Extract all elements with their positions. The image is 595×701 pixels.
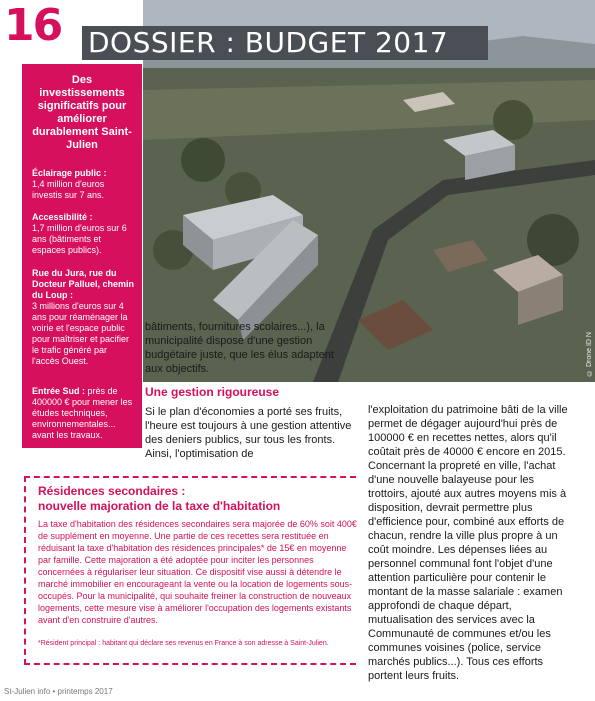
sidebar-item-label: Rue du Jura, rue du Docteur Palluel, chemin du Loup : <box>32 268 135 300</box>
sidebar-item-text: 1,7 million d'euros sur 6 ans (bâtiments et espaces publics). <box>32 223 127 255</box>
residences-secondaires-box <box>24 476 364 663</box>
sidebar-title: Des investissements significatifs pour améliorer durablement Saint-Julien <box>32 74 132 151</box>
residences-text: La taxe d'habitation des résidences secondaires sera majorée de 60% soit 400€ de supplément en moyenne. Une partie de ces recettes sera restituée en réduisant la taxe d'habitation des résidences principales* de 15€ en moyenne par famille. Cette majoration a été adoptée pour inciter les personnes concernées à régulariser leur situation. Ce dispositif vise aussi à détendre le marché immobilier en encourageant la vente ou la location de logements sous-occupés. Pour la municipalité, qui souhaite freiner la construction de nouveaux logements, cette mesure vise à améliorer l'occupation des logements existants avant d'en construire d'autres. <box>38 519 357 625</box>
residences-title <box>38 484 348 514</box>
article-column-2: l'exploitation du patrimoine bâti de la ville permet de dégager aujourd'hui près de 100000 € en recettes nettes, alors qu'il coûtait près de 40000 € encore en 2015. Concernant la propreté en ville, l'achat d'une nouvelle balayeuse pour les trottoirs, ajouté aux autres moyens mis à disposition, devrait permettre plus d'efficience pour, combiné aux efforts de chacun, rendre la ville plus propre à un coût moindre. Les dépenses liées au personnel communal font l'objet d'une attention particulière pour contenir le montant de la masse salariale : examen approfondi de chaque départ, mutualisation des services avec la Communauté de communes et/ou les communes voisines (police, service marchés publics...). Tous ces efforts portent leurs fruits. <box>368 404 568 682</box>
investments-sidebar <box>22 64 142 448</box>
sidebar-item-label: Entrée Sud : <box>32 386 86 396</box>
footer: St-Julien info • printemps 2017 <box>4 687 113 696</box>
sidebar-item-accessibilite <box>32 212 136 256</box>
residences-footnote: *Résident principal : habitant qui déclare ses revenus en France à son adresse à Saint-Julien. <box>38 640 329 647</box>
sidebar-item-text: près de 400000 € pour mener les études techniques, environnementales... avant les travaux. <box>32 386 133 440</box>
section-title-band <box>82 26 488 60</box>
article-intro: bâtiments, fournitures scolaires...), la municipalité dispose d'une gestion budgétaire juste, que les élus adaptent aux objectifs. <box>145 321 334 375</box>
sidebar-item-text: 1,4 million d'euros investis sur 7 ans. <box>32 179 105 200</box>
sidebar-item-label: Éclairage public : <box>32 168 107 178</box>
sidebar-item-rue-du-jura <box>32 268 136 367</box>
page-number: 16 <box>4 0 62 51</box>
residences-title-line1: Résidences secondaires : <box>38 484 186 498</box>
sidebar-item-entree-sud <box>32 386 136 441</box>
residences-title-line2: nouvelle majoration de la taxe d'habitation <box>38 499 281 513</box>
section-title: DOSSIER : BUDGET 2017 <box>88 26 449 59</box>
section-heading: Une gestion rigoureuse <box>145 385 280 399</box>
sidebar-item-label: Accessibilité : <box>32 212 93 222</box>
article-column-1: Si le plan d'économies a porté ses fruits, l'heure est toujours à une gestion attentive des deniers publics, sur tous les fronts. Ainsi, l'optimisation de <box>145 406 352 460</box>
sidebar-item-eclairage <box>32 168 136 201</box>
photo-credit: © Drone ID N <box>586 332 593 376</box>
sidebar-item-text: 3 millions d'euros sur 4 ans pour réaménager la voirie et l'espace public pour maîtriser et pacifier le trafic généré par l'accès Ouest. <box>32 301 130 366</box>
